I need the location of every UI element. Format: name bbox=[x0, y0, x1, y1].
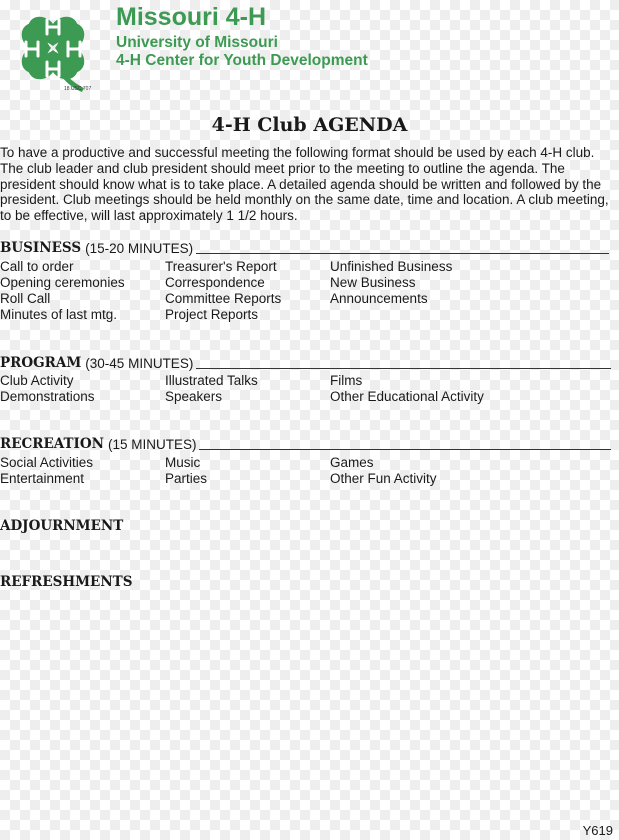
agenda-item: Minutes of last mtg. bbox=[0, 307, 118, 322]
section-underline bbox=[196, 368, 611, 369]
agenda-item: Demonstrations bbox=[0, 389, 95, 404]
agenda-item: Treasurer's Report bbox=[165, 259, 277, 274]
section-heading-business bbox=[0, 240, 609, 257]
agenda-item: Committee Reports bbox=[165, 291, 282, 306]
agenda-item: Music bbox=[165, 455, 201, 470]
agenda-item: Roll Call bbox=[0, 291, 51, 306]
section-heading-recreation bbox=[0, 436, 611, 453]
org-subtitle-university: University of Missouri bbox=[116, 34, 278, 51]
section-duration: (30-45 MINUTES) bbox=[85, 356, 194, 371]
agenda-item: Films bbox=[330, 373, 363, 388]
section-heading-refreshments: REFRESHMENTS bbox=[0, 574, 133, 590]
section-name: RECREATION bbox=[0, 436, 104, 452]
agenda-item: Entertainment bbox=[0, 471, 85, 486]
agenda-item: Social Activities bbox=[0, 455, 94, 470]
logo-trademark-text: 18 USC 707 bbox=[64, 86, 92, 92]
form-code: Y619 bbox=[582, 823, 613, 838]
agenda-item: Project Reports bbox=[165, 307, 259, 322]
section-underline bbox=[199, 449, 611, 450]
agenda-item: Call to order bbox=[0, 259, 74, 274]
agenda-item: Correspondence bbox=[165, 275, 265, 290]
section-name: BUSINESS bbox=[0, 240, 82, 256]
agenda-item: Other Fun Activity bbox=[330, 471, 437, 486]
agenda-item: Club Activity bbox=[0, 373, 74, 388]
agenda-item: Illustrated Talks bbox=[165, 373, 258, 388]
section-duration: (15 MINUTES) bbox=[107, 437, 197, 452]
section-heading-adjournment: ADJOURNMENT bbox=[0, 518, 124, 534]
agenda-item: Unfinished Business bbox=[330, 259, 453, 274]
agenda-item: Opening ceremonies bbox=[0, 275, 125, 290]
section-duration: (15-20 MINUTES) bbox=[85, 241, 194, 256]
org-name: Missouri 4-H bbox=[116, 3, 267, 31]
agenda-item: New Business bbox=[330, 275, 416, 290]
agenda-item: Announcements bbox=[330, 291, 428, 306]
intro-paragraph: To have a productive and successful meeting the following format should be used by each 4-H club. The club leader and club president should meet prior to the meeting to outline the agenda. The president should know what is to take place. A detailed agenda should be written and followed by the president. Club meetings should be held monthly on the same date, time and location. A club meeting, to be effective, will last approximately 1 1/2 hours. bbox=[0, 145, 609, 224]
four-leaf-clover-icon bbox=[6, 2, 100, 96]
org-subtitle-center: 4-H Center for Youth Development bbox=[116, 52, 368, 69]
section-name: PROGRAM bbox=[0, 355, 82, 371]
agenda-item: Speakers bbox=[165, 389, 223, 404]
page-title: 4-H Club AGENDA bbox=[211, 114, 408, 136]
agenda-item: Games bbox=[330, 455, 374, 470]
section-underline bbox=[196, 253, 609, 254]
section-heading-program bbox=[0, 355, 611, 372]
agenda-item: Other Educational Activity bbox=[330, 389, 484, 404]
agenda-item: Parties bbox=[165, 471, 208, 486]
